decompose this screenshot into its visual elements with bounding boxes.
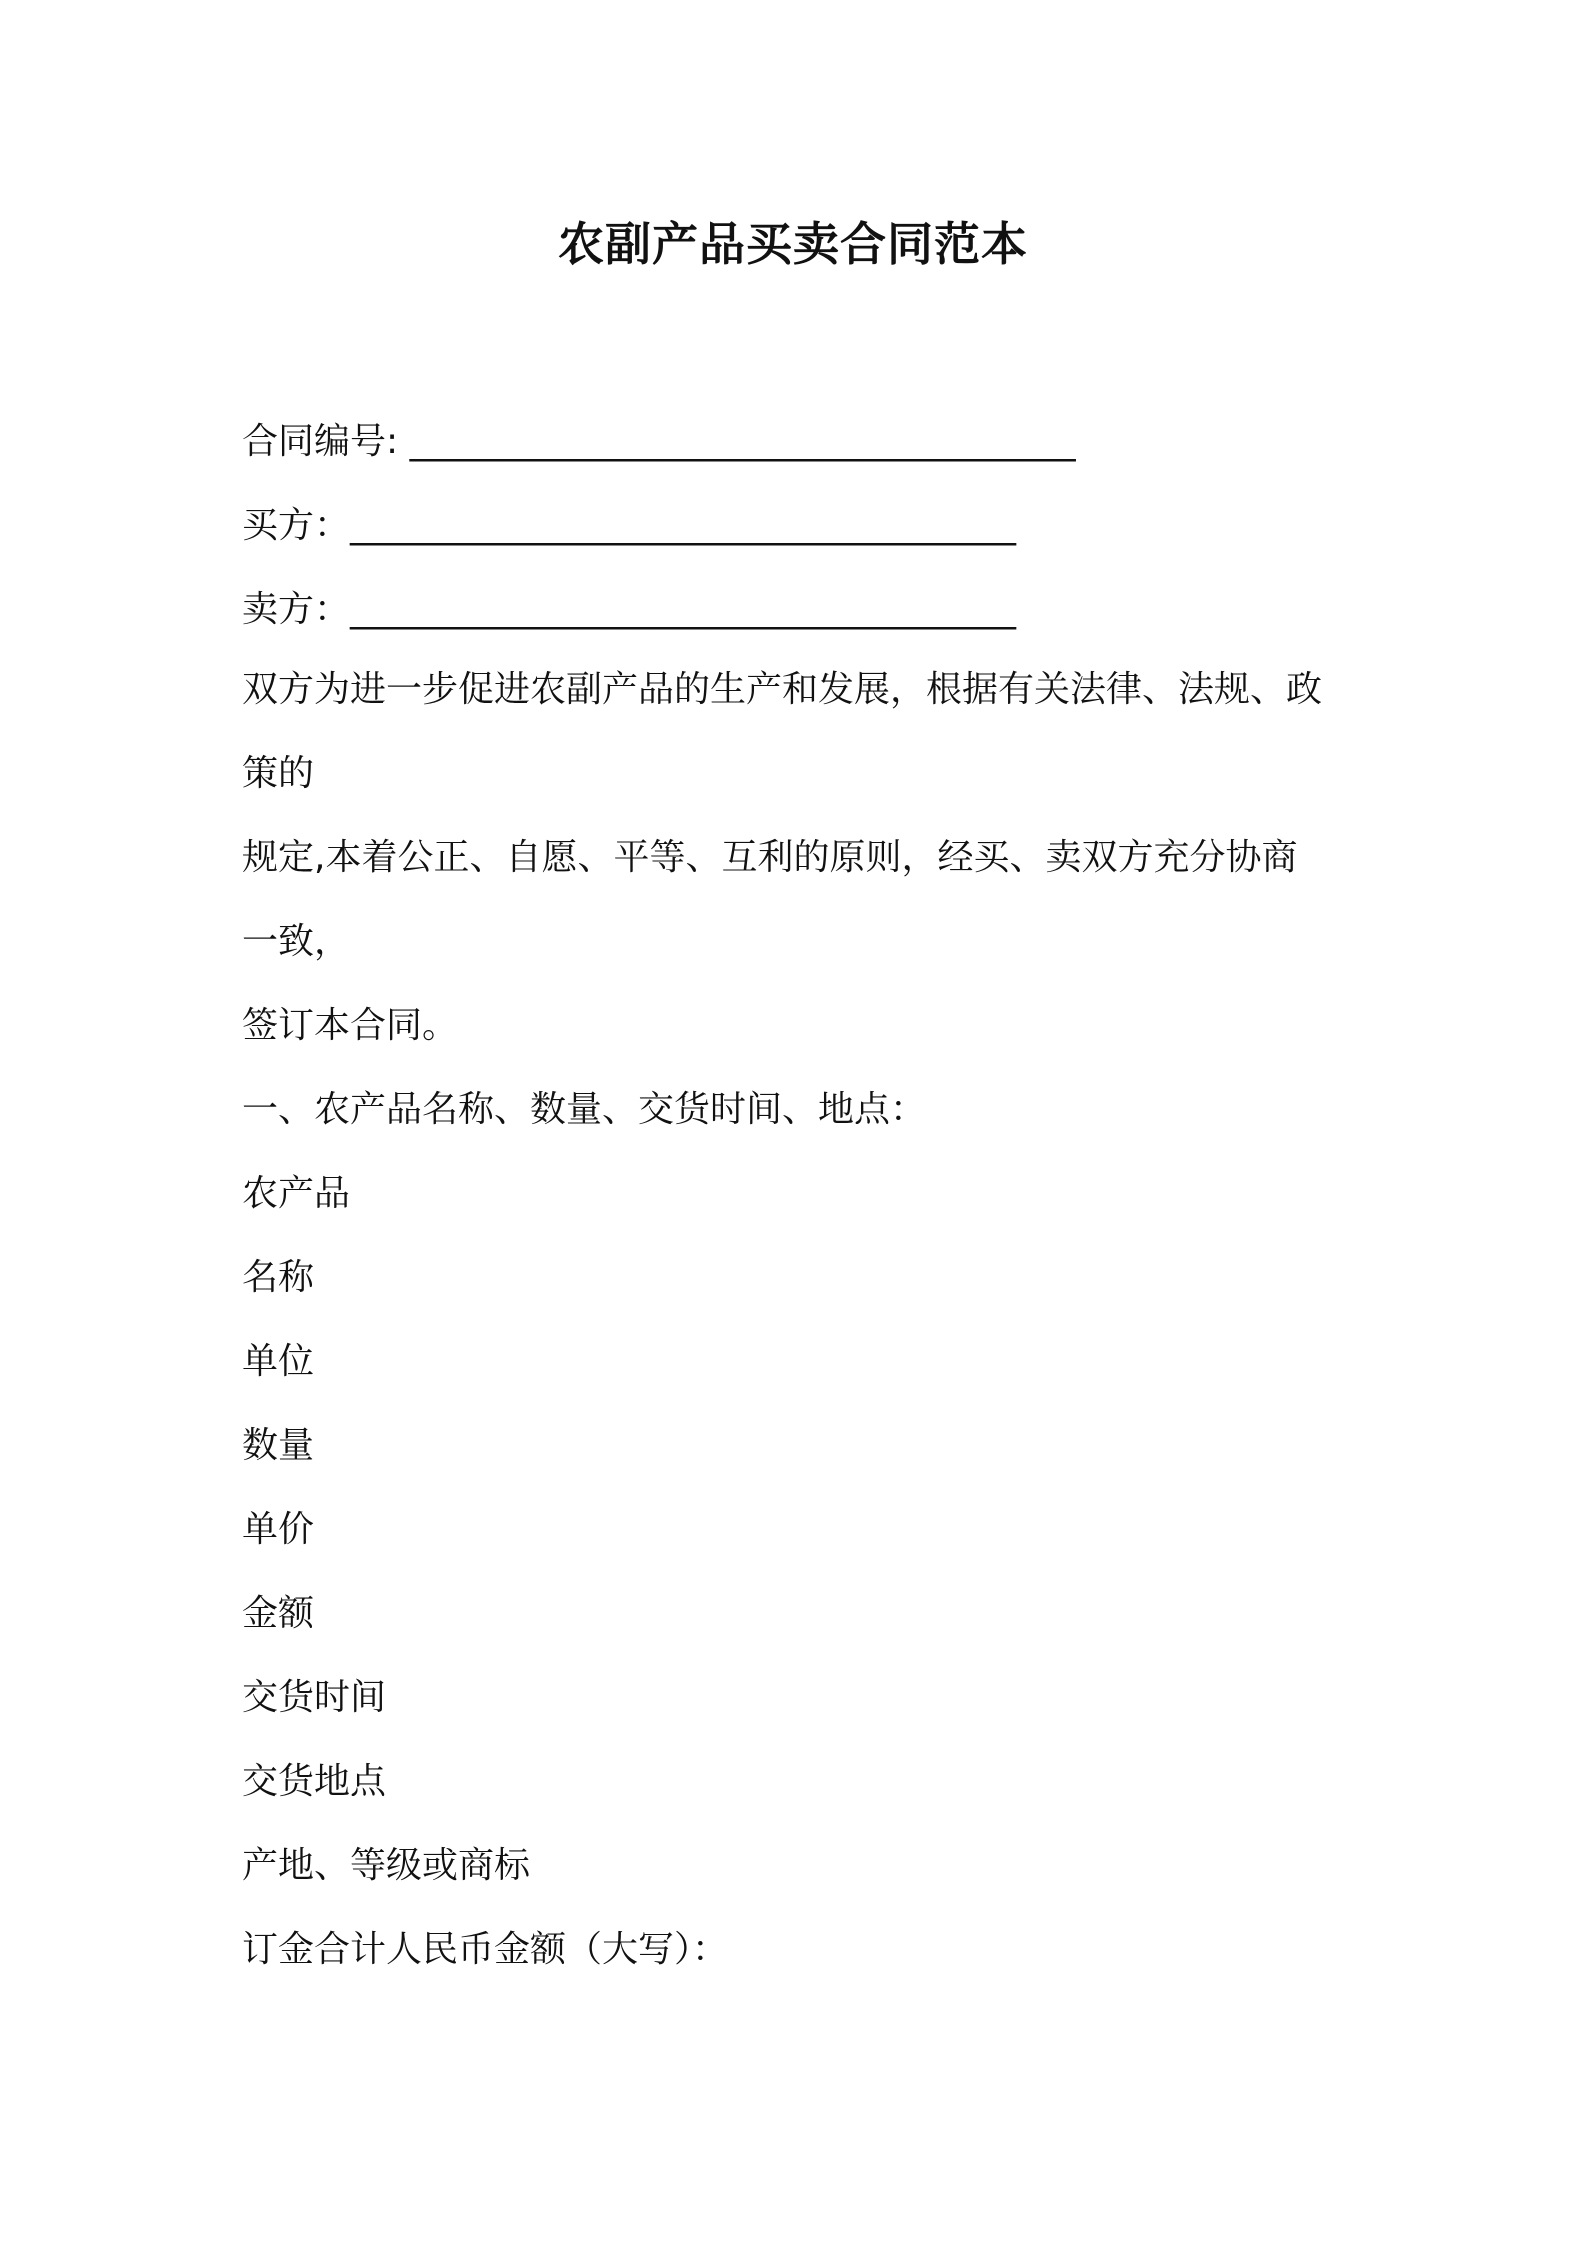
preamble-line-1: 双方为进一步促进农副产品的生产和发展，根据有关法律、法规、政 [242,669,1323,710]
section-1-item-quantity: 数量 [242,1425,315,1466]
section-1-item-origin-grade-brand: 产地、等级或商标 [242,1845,531,1886]
section-1-item-delivery-time: 交货时间 [242,1677,387,1718]
section-1-item-delivery-place: 交货地点 [242,1761,387,1802]
seller-field: 卖方：_____________________________________ [242,589,1017,630]
section-1-item-name: 名称 [242,1257,315,1298]
deposit-total-line: 订金合计人民币金额（大写）： [242,1929,729,1970]
section-1-item-unit: 单位 [242,1341,315,1382]
preamble-line-4: 一致， [242,921,351,962]
document-title: 农副产品买卖合同范本 [558,217,1028,271]
preamble-line-5: 签订本合同。 [242,1005,459,1046]
section-1-heading: 一、农产品名称、数量、交货时间、地点： [242,1089,927,1130]
section-1-item-product: 农产品 [242,1173,351,1214]
preamble-line-2: 策的 [242,753,315,794]
section-1-item-unit-price: 单价 [242,1509,315,1550]
preamble-line-3: 规定,本着公正、自愿、平等、互利的原则，经买、卖双方充分协商 [242,837,1298,878]
section-1-item-amount: 金额 [242,1593,315,1634]
contract-number-field: 合同编号: _____________________________________ [242,421,1076,462]
buyer-field: 买方：_____________________________________ [242,505,1017,546]
